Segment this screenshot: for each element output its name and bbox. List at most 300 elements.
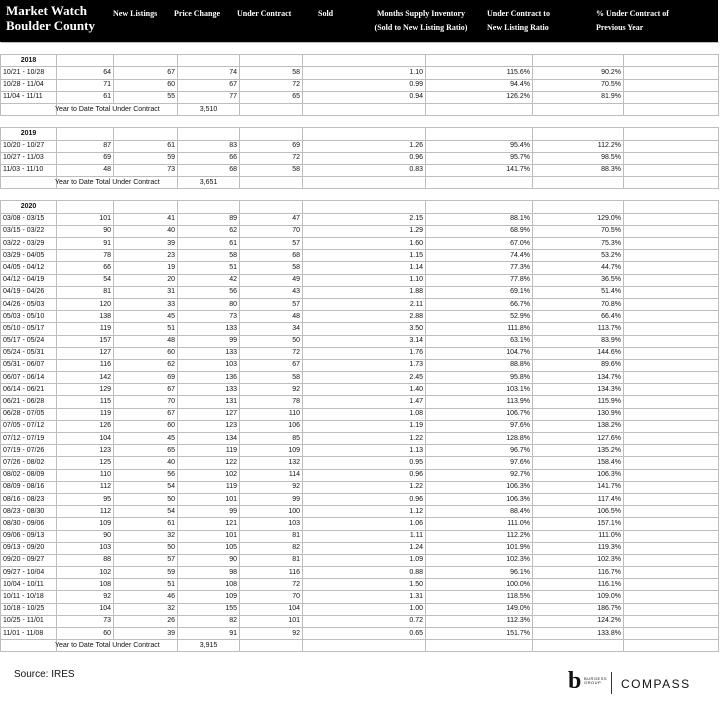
under-contract-cell: 98 bbox=[178, 567, 240, 579]
price-change-cell: 54 bbox=[114, 481, 178, 493]
months-supply-cell: 1.40 bbox=[303, 384, 426, 396]
under-contract-cell: 73 bbox=[178, 311, 240, 323]
months-supply-cell: 1.73 bbox=[303, 359, 426, 371]
empty-cell bbox=[533, 177, 624, 189]
under-contract-cell: 101 bbox=[178, 493, 240, 505]
uc-ratio-cell: 106.3% bbox=[426, 481, 533, 493]
new-listings-cell: 112 bbox=[57, 481, 114, 493]
pct-prev-year-cell: 134.7% bbox=[533, 372, 624, 384]
logo-divider bbox=[611, 672, 612, 694]
new-listings-cell: 87 bbox=[57, 140, 114, 152]
empty-cell bbox=[624, 189, 719, 201]
price-change-cell: 39 bbox=[114, 628, 178, 640]
week-cell: 08/23 - 08/30 bbox=[1, 506, 57, 518]
week-cell: 07/12 - 07/19 bbox=[1, 433, 57, 445]
empty-cell bbox=[178, 55, 240, 67]
sold-cell: 82 bbox=[240, 542, 303, 554]
months-supply-cell: 1.22 bbox=[303, 481, 426, 493]
new-listings-cell: 102 bbox=[57, 567, 114, 579]
months-supply-cell: 1.14 bbox=[303, 262, 426, 274]
table-row bbox=[1, 433, 719, 445]
under-contract-cell: 91 bbox=[178, 628, 240, 640]
empty-cell bbox=[114, 55, 178, 67]
price-change-cell: 51 bbox=[114, 323, 178, 335]
price-change-cell: 50 bbox=[114, 542, 178, 554]
empty-cell bbox=[533, 640, 624, 652]
col-header-msi bbox=[360, 7, 482, 35]
table-row bbox=[1, 311, 719, 323]
under-contract-cell: 68 bbox=[178, 164, 240, 176]
empty-cell bbox=[178, 189, 240, 201]
months-supply-cell: 1.88 bbox=[303, 286, 426, 298]
col-header-msi-line-2: (Sold to New Listing Ratio) bbox=[374, 23, 468, 32]
sold-cell: 72 bbox=[240, 347, 303, 359]
empty-cell bbox=[624, 640, 719, 652]
uc-ratio-cell: 97.6% bbox=[426, 457, 533, 469]
table-row bbox=[1, 506, 719, 518]
under-contract-cell: 133 bbox=[178, 384, 240, 396]
week-cell: 04/19 - 04/26 bbox=[1, 286, 57, 298]
empty-cell bbox=[303, 43, 426, 55]
uc-ratio-cell: 63.1% bbox=[426, 335, 533, 347]
new-listings-cell: 60 bbox=[57, 628, 114, 640]
new-listings-cell: 110 bbox=[57, 469, 114, 481]
months-supply-cell: 0.88 bbox=[303, 567, 426, 579]
months-supply-cell: 2.11 bbox=[303, 298, 426, 310]
pct-prev-year-cell: 144.6% bbox=[533, 347, 624, 359]
empty-cell bbox=[533, 55, 624, 67]
pct-prev-year-cell: 109.0% bbox=[533, 591, 624, 603]
new-listings-cell: 142 bbox=[57, 372, 114, 384]
price-change-cell: 40 bbox=[114, 225, 178, 237]
new-listings-cell: 112 bbox=[57, 506, 114, 518]
new-listings-cell: 92 bbox=[57, 591, 114, 603]
ytd-label-cell bbox=[57, 640, 178, 652]
price-change-cell: 61 bbox=[114, 140, 178, 152]
empty-cell bbox=[240, 116, 303, 128]
months-supply-cell: 0.96 bbox=[303, 469, 426, 481]
week-cell: 10/27 - 11/03 bbox=[1, 152, 57, 164]
pct-prev-year-cell: 112.2% bbox=[533, 140, 624, 152]
new-listings-cell: 54 bbox=[57, 274, 114, 286]
under-contract-cell: 89 bbox=[178, 213, 240, 225]
ytd-value: 3,510 bbox=[178, 103, 240, 115]
under-contract-cell: 121 bbox=[178, 518, 240, 530]
col-header-pct-line-1: % Under Contract of bbox=[596, 9, 669, 18]
price-change-cell: 32 bbox=[114, 603, 178, 615]
table-row bbox=[1, 481, 719, 493]
new-listings-cell: 129 bbox=[57, 384, 114, 396]
new-listings-cell: 109 bbox=[57, 518, 114, 530]
table-row bbox=[1, 164, 719, 176]
under-contract-cell: 51 bbox=[178, 262, 240, 274]
col-header-msi-line-1: Months Supply Inventory bbox=[376, 9, 466, 18]
under-contract-cell: 58 bbox=[178, 250, 240, 262]
pct-prev-year-cell: 36.5% bbox=[533, 274, 624, 286]
price-change-cell: 54 bbox=[114, 506, 178, 518]
under-contract-cell: 90 bbox=[178, 554, 240, 566]
months-supply-cell: 1.29 bbox=[303, 225, 426, 237]
months-supply-cell: 3.14 bbox=[303, 335, 426, 347]
empty-cell bbox=[240, 177, 303, 189]
sold-cell: 67 bbox=[240, 359, 303, 371]
sold-cell: 58 bbox=[240, 372, 303, 384]
empty-cell bbox=[114, 128, 178, 140]
pct-prev-year-cell: 70.5% bbox=[533, 225, 624, 237]
empty-cell bbox=[624, 603, 719, 615]
table-row bbox=[1, 493, 719, 505]
under-contract-cell: 123 bbox=[178, 420, 240, 432]
sold-cell: 72 bbox=[240, 79, 303, 91]
empty-cell bbox=[624, 408, 719, 420]
table-row bbox=[1, 359, 719, 371]
pct-prev-year-cell: 111.0% bbox=[533, 530, 624, 542]
under-contract-cell: 83 bbox=[178, 140, 240, 152]
sold-cell: 92 bbox=[240, 384, 303, 396]
empty-cell bbox=[624, 359, 719, 371]
week-cell: 03/22 - 03/29 bbox=[1, 238, 57, 250]
sold-cell: 70 bbox=[240, 225, 303, 237]
empty-cell bbox=[240, 103, 303, 115]
pct-prev-year-cell: 158.4% bbox=[533, 457, 624, 469]
uc-ratio-cell: 94.4% bbox=[426, 79, 533, 91]
price-change-cell: 39 bbox=[114, 238, 178, 250]
new-listings-cell: 157 bbox=[57, 335, 114, 347]
under-contract-cell: 131 bbox=[178, 396, 240, 408]
table-row bbox=[1, 335, 719, 347]
uc-ratio-cell: 77.8% bbox=[426, 274, 533, 286]
empty-cell bbox=[303, 116, 426, 128]
uc-ratio-cell: 74.4% bbox=[426, 250, 533, 262]
new-listings-cell: 90 bbox=[57, 225, 114, 237]
week-cell: 03/15 - 03/22 bbox=[1, 225, 57, 237]
empty-cell bbox=[624, 372, 719, 384]
months-supply-cell: 2.88 bbox=[303, 311, 426, 323]
months-supply-cell: 0.99 bbox=[303, 79, 426, 91]
uc-ratio-cell: 126.2% bbox=[426, 91, 533, 103]
pct-prev-year-cell: 135.2% bbox=[533, 445, 624, 457]
empty-cell bbox=[624, 43, 719, 55]
under-contract-cell: 127 bbox=[178, 408, 240, 420]
under-contract-cell: 82 bbox=[178, 615, 240, 627]
price-change-cell: 48 bbox=[114, 335, 178, 347]
empty-cell bbox=[533, 43, 624, 55]
uc-ratio-cell: 112.3% bbox=[426, 615, 533, 627]
table-row bbox=[1, 213, 719, 225]
week-cell: 09/20 - 09/27 bbox=[1, 554, 57, 566]
months-supply-cell: 1.76 bbox=[303, 347, 426, 359]
under-contract-cell: 56 bbox=[178, 286, 240, 298]
new-listings-cell: 81 bbox=[57, 286, 114, 298]
table-row bbox=[1, 286, 719, 298]
empty-cell bbox=[624, 457, 719, 469]
col-header-uc-ratio bbox=[487, 7, 550, 35]
empty-cell bbox=[240, 640, 303, 652]
year-row bbox=[1, 201, 719, 213]
new-listings-cell: 78 bbox=[57, 250, 114, 262]
uc-ratio-cell: 113.9% bbox=[426, 396, 533, 408]
empty-cell bbox=[303, 189, 426, 201]
sold-cell: 100 bbox=[240, 506, 303, 518]
sold-cell: 81 bbox=[240, 554, 303, 566]
price-change-cell: 61 bbox=[114, 518, 178, 530]
empty-cell bbox=[624, 518, 719, 530]
week-cell: 06/14 - 06/21 bbox=[1, 384, 57, 396]
under-contract-cell: 99 bbox=[178, 506, 240, 518]
week-cell: 07/26 - 08/02 bbox=[1, 457, 57, 469]
empty-cell bbox=[624, 579, 719, 591]
sold-cell: 65 bbox=[240, 91, 303, 103]
sold-cell: 72 bbox=[240, 152, 303, 164]
ytd-label: Year to Date Total Under Contract bbox=[55, 178, 160, 186]
empty-cell bbox=[533, 116, 624, 128]
week-cell: 03/29 - 04/05 bbox=[1, 250, 57, 262]
uc-ratio-cell: 101.9% bbox=[426, 542, 533, 554]
empty-cell bbox=[624, 591, 719, 603]
pct-prev-year-cell: 98.5% bbox=[533, 152, 624, 164]
empty-cell bbox=[303, 640, 426, 652]
title-line-2: Boulder County bbox=[6, 18, 95, 33]
col-header-new-listings: New Listings bbox=[113, 9, 158, 18]
uc-ratio-cell: 112.2% bbox=[426, 530, 533, 542]
pct-prev-year-cell: 141.7% bbox=[533, 481, 624, 493]
empty-cell bbox=[303, 177, 426, 189]
uc-ratio-cell: 102.3% bbox=[426, 554, 533, 566]
compass-logo: COMPASS bbox=[621, 677, 691, 691]
new-listings-cell: 73 bbox=[57, 615, 114, 627]
table-row bbox=[1, 298, 719, 310]
table-row bbox=[1, 323, 719, 335]
ytd-label: Year to Date Total Under Contract bbox=[55, 105, 160, 113]
empty-cell bbox=[624, 493, 719, 505]
new-listings-cell: 126 bbox=[57, 420, 114, 432]
price-change-cell: 57 bbox=[114, 554, 178, 566]
sold-cell: 109 bbox=[240, 445, 303, 457]
col-header-pct-prev-year bbox=[596, 7, 669, 35]
pct-prev-year-cell: 53.2% bbox=[533, 250, 624, 262]
months-supply-cell: 1.13 bbox=[303, 445, 426, 457]
week-cell: 05/10 - 05/17 bbox=[1, 323, 57, 335]
uc-ratio-cell: 104.7% bbox=[426, 347, 533, 359]
empty-cell bbox=[426, 55, 533, 67]
sold-cell: 47 bbox=[240, 213, 303, 225]
months-supply-cell: 0.72 bbox=[303, 615, 426, 627]
months-supply-cell: 2.15 bbox=[303, 213, 426, 225]
pct-prev-year-cell: 134.3% bbox=[533, 384, 624, 396]
sold-cell: 103 bbox=[240, 518, 303, 530]
empty-cell bbox=[624, 445, 719, 457]
empty-cell bbox=[426, 128, 533, 140]
under-contract-cell: 105 bbox=[178, 542, 240, 554]
burgess-group-logo-mark: b bbox=[568, 668, 582, 694]
empty-cell bbox=[57, 128, 114, 140]
empty-cell bbox=[114, 43, 178, 55]
price-change-cell: 70 bbox=[114, 396, 178, 408]
empty-cell bbox=[533, 201, 624, 213]
empty-cell bbox=[624, 347, 719, 359]
price-change-cell: 60 bbox=[114, 79, 178, 91]
empty-cell bbox=[624, 164, 719, 176]
empty-cell bbox=[426, 177, 533, 189]
new-listings-cell: 71 bbox=[57, 79, 114, 91]
ytd-label-cell bbox=[57, 103, 178, 115]
empty-cell bbox=[624, 238, 719, 250]
price-change-cell: 32 bbox=[114, 530, 178, 542]
empty-cell bbox=[624, 128, 719, 140]
new-listings-cell: 103 bbox=[57, 542, 114, 554]
group-text: GROUP bbox=[584, 680, 602, 685]
price-change-cell: 59 bbox=[114, 567, 178, 579]
uc-ratio-cell: 95.8% bbox=[426, 372, 533, 384]
table-row bbox=[1, 79, 719, 91]
empty-cell bbox=[624, 554, 719, 566]
table-row bbox=[1, 152, 719, 164]
empty-cell bbox=[624, 140, 719, 152]
uc-ratio-cell: 52.9% bbox=[426, 311, 533, 323]
pct-prev-year-cell: 51.4% bbox=[533, 286, 624, 298]
months-supply-cell: 2.45 bbox=[303, 372, 426, 384]
table-row bbox=[1, 615, 719, 627]
empty-cell bbox=[1, 177, 57, 189]
under-contract-cell: 42 bbox=[178, 274, 240, 286]
price-change-cell: 60 bbox=[114, 420, 178, 432]
empty-cell bbox=[624, 615, 719, 627]
pct-prev-year-cell: 75.3% bbox=[533, 238, 624, 250]
week-cell: 07/19 - 07/26 bbox=[1, 445, 57, 457]
under-contract-cell: 134 bbox=[178, 433, 240, 445]
new-listings-cell: 66 bbox=[57, 262, 114, 274]
months-supply-cell: 3.50 bbox=[303, 323, 426, 335]
ytd-row bbox=[1, 103, 719, 115]
pct-prev-year-cell: 88.3% bbox=[533, 164, 624, 176]
empty-cell bbox=[240, 189, 303, 201]
sold-cell: 92 bbox=[240, 481, 303, 493]
pct-prev-year-cell: 186.7% bbox=[533, 603, 624, 615]
price-change-cell: 60 bbox=[114, 347, 178, 359]
table-row bbox=[1, 347, 719, 359]
price-change-cell: 59 bbox=[114, 152, 178, 164]
empty-cell bbox=[624, 116, 719, 128]
under-contract-cell: 74 bbox=[178, 67, 240, 79]
empty-cell bbox=[533, 128, 624, 140]
pct-prev-year-cell: 89.6% bbox=[533, 359, 624, 371]
uc-ratio-cell: 103.1% bbox=[426, 384, 533, 396]
months-supply-cell: 1.26 bbox=[303, 140, 426, 152]
months-supply-cell: 0.94 bbox=[303, 91, 426, 103]
months-supply-cell: 1.24 bbox=[303, 542, 426, 554]
new-listings-cell: 90 bbox=[57, 530, 114, 542]
table-row bbox=[1, 274, 719, 286]
empty-cell bbox=[240, 43, 303, 55]
empty-cell bbox=[624, 213, 719, 225]
table-header bbox=[0, 0, 718, 42]
new-listings-cell: 127 bbox=[57, 347, 114, 359]
empty-cell bbox=[624, 323, 719, 335]
new-listings-cell: 123 bbox=[57, 445, 114, 457]
empty-cell bbox=[624, 542, 719, 554]
new-listings-cell: 91 bbox=[57, 238, 114, 250]
empty-cell bbox=[624, 91, 719, 103]
week-cell: 08/09 - 08/16 bbox=[1, 481, 57, 493]
pct-prev-year-cell: 129.0% bbox=[533, 213, 624, 225]
table-row bbox=[1, 140, 719, 152]
under-contract-cell: 122 bbox=[178, 457, 240, 469]
week-cell: 08/02 - 08/09 bbox=[1, 469, 57, 481]
empty-cell bbox=[624, 286, 719, 298]
under-contract-cell: 119 bbox=[178, 481, 240, 493]
sold-cell: 34 bbox=[240, 323, 303, 335]
price-change-cell: 45 bbox=[114, 311, 178, 323]
title-line-1: Market Watch bbox=[6, 3, 87, 18]
empty-cell bbox=[624, 225, 719, 237]
uc-ratio-cell: 111.0% bbox=[426, 518, 533, 530]
new-listings-cell: 115 bbox=[57, 396, 114, 408]
brand-logos bbox=[566, 668, 716, 696]
uc-ratio-cell: 88.4% bbox=[426, 506, 533, 518]
new-listings-cell: 104 bbox=[57, 603, 114, 615]
price-change-cell: 67 bbox=[114, 67, 178, 79]
pct-prev-year-cell: 115.9% bbox=[533, 396, 624, 408]
new-listings-cell: 108 bbox=[57, 579, 114, 591]
sold-cell: 57 bbox=[240, 298, 303, 310]
table-row bbox=[1, 408, 719, 420]
price-change-cell: 31 bbox=[114, 286, 178, 298]
uc-ratio-cell: 88.1% bbox=[426, 213, 533, 225]
price-change-cell: 51 bbox=[114, 579, 178, 591]
ytd-row bbox=[1, 177, 719, 189]
pct-prev-year-cell: 119.3% bbox=[533, 542, 624, 554]
empty-cell bbox=[624, 262, 719, 274]
empty-cell bbox=[624, 506, 719, 518]
empty-cell bbox=[624, 298, 719, 310]
price-change-cell: 33 bbox=[114, 298, 178, 310]
week-cell: 09/13 - 09/20 bbox=[1, 542, 57, 554]
empty-cell bbox=[57, 201, 114, 213]
sold-cell: 78 bbox=[240, 396, 303, 408]
months-supply-cell: 1.12 bbox=[303, 506, 426, 518]
sold-cell: 81 bbox=[240, 530, 303, 542]
ytd-value: 3,651 bbox=[178, 177, 240, 189]
week-cell: 03/08 - 03/15 bbox=[1, 213, 57, 225]
table-row bbox=[1, 457, 719, 469]
table-row bbox=[1, 469, 719, 481]
empty-cell bbox=[240, 55, 303, 67]
price-change-cell: 45 bbox=[114, 433, 178, 445]
empty-cell bbox=[1, 640, 57, 652]
empty-cell bbox=[426, 116, 533, 128]
price-change-cell: 62 bbox=[114, 359, 178, 371]
spacer-row bbox=[1, 189, 719, 201]
uc-ratio-cell: 118.5% bbox=[426, 591, 533, 603]
new-listings-cell: 104 bbox=[57, 433, 114, 445]
under-contract-cell: 62 bbox=[178, 225, 240, 237]
price-change-cell: 26 bbox=[114, 615, 178, 627]
spacer-row bbox=[1, 43, 719, 55]
empty-cell bbox=[426, 201, 533, 213]
sold-cell: 92 bbox=[240, 628, 303, 640]
table-row bbox=[1, 603, 719, 615]
under-contract-cell: 108 bbox=[178, 579, 240, 591]
months-supply-cell: 1.11 bbox=[303, 530, 426, 542]
empty-cell bbox=[426, 189, 533, 201]
months-supply-cell: 1.08 bbox=[303, 408, 426, 420]
week-cell: 04/12 - 04/19 bbox=[1, 274, 57, 286]
week-cell: 05/24 - 05/31 bbox=[1, 347, 57, 359]
months-supply-cell: 1.47 bbox=[303, 396, 426, 408]
week-cell: 11/01 - 11/08 bbox=[1, 628, 57, 640]
under-contract-cell: 66 bbox=[178, 152, 240, 164]
new-listings-cell: 119 bbox=[57, 408, 114, 420]
